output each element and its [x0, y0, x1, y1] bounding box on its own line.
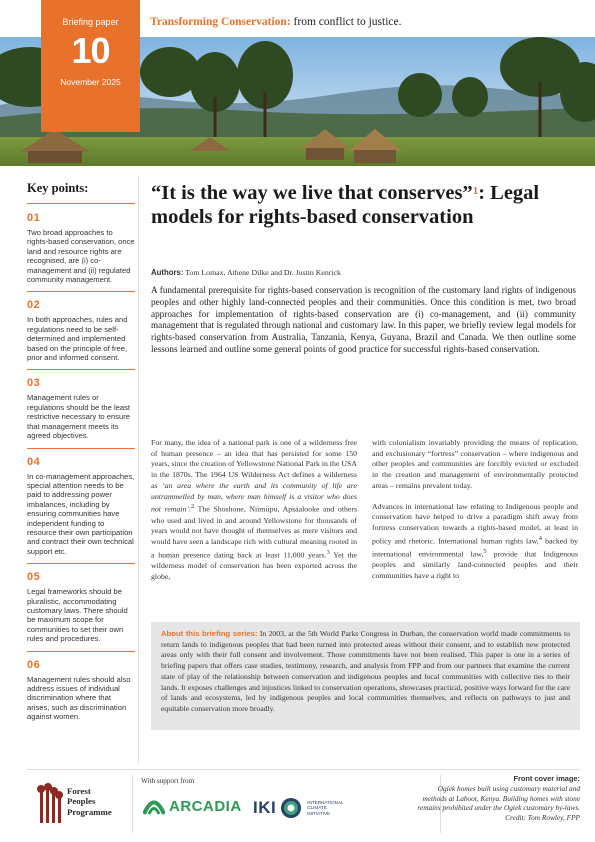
credit-heading: Front cover image: — [513, 774, 580, 783]
fpp-tree-icon — [36, 783, 64, 827]
footnote-marker: 5 — [483, 547, 487, 555]
body-text: provide that Indigenous peoples and similarly land-connected peoples and their communities have a right to — [372, 549, 578, 580]
authors — [151, 268, 341, 277]
footnote-marker: 4 — [538, 534, 543, 542]
fpp-wordmark-line: Forest — [67, 786, 91, 796]
arcadia-logo — [143, 797, 242, 815]
body-paragraph — [372, 502, 578, 582]
key-point-number: 06 — [27, 658, 41, 671]
iki-subtitle — [307, 800, 343, 816]
key-point-text: Legal frameworks should be pluralistic, accommodating customary laws. There should be maximum scope for communities to set their own rules and procedures. — [27, 587, 128, 644]
arcadia-arch-icon — [143, 797, 165, 815]
key-point-text: Management rules or regulations should be the least restrictive necessary to ensure that management meets its agreed objectives. — [27, 393, 131, 441]
arcadia-wordmark: ARCADIA — [169, 797, 242, 815]
key-points-heading: Key points: — [27, 181, 135, 204]
briefing-badge — [41, 0, 140, 132]
key-point-text: Management rules should also address issues of individual discrimination where that arises, such as discrimination against women. — [27, 674, 131, 722]
body-quote: ‘an area where the earth and its community of life are untrammelled by man, where man himself is a visitor who does not remain’. — [151, 480, 357, 514]
title-subtitle: : Legal models for rights-based conservation — [151, 182, 540, 228]
credit-body: Ogiek homes built using customary material and methods at Laboot, Kenya. Building homes with stone remains prohibited under the Ogiek customary by-laws. — [417, 783, 580, 813]
cover-image-credit — [415, 774, 580, 823]
key-point-number: 01 — [27, 212, 41, 224]
body-column-2 — [372, 438, 578, 592]
title-quote: “It is the way we live that conserves” — [151, 182, 473, 204]
iki-subtitle-line: INITIATIVE — [307, 810, 331, 816]
about-series-text: In 2003, at the 5th World Parks Congress in Durban, the conservation world made commitments to return lands to indigenous peoples that had been turned into protected areas without their consent, and to establish new protected areas only with their full consent and involvement. Those commitments have not been realised. This paper is one in a series of briefing papers that offers case studies, testimony, research, and analysis from FPP and from our partners that examine the current state of play of the relationship between conservation and indigenous peoples and local communities with collective ties to their lands. It exposes challenges and injustices linked to conservation operations, showcases practical, positive ways forward for the care of lands and ecosystems, led by indigenous peoples and local communities themselves, and reflects on pathways to just and equitable conservation more broadly. — [161, 629, 570, 713]
page-title — [151, 181, 576, 229]
fpp-logo — [36, 783, 126, 827]
iki-subtitle-line: CLIMATE — [307, 805, 327, 811]
footer-rule — [27, 769, 580, 770]
fpp-wordmark-line: Peoples — [67, 796, 96, 807]
key-point — [27, 571, 135, 651]
body-text: backed by international environmental law, — [372, 536, 578, 559]
iki-wordmark: IKI — [253, 798, 277, 817]
credit-name: Credit: Tom Rowley, FPP — [505, 813, 580, 823]
badge-kicker: Briefing paper — [62, 17, 119, 27]
about-series-box — [151, 622, 580, 730]
iki-globe-icon — [280, 797, 302, 819]
briefing-date: November 2025 — [60, 77, 121, 87]
briefing-number: 10 — [71, 30, 110, 71]
fpp-wordmark-line: Programme — [67, 806, 112, 817]
authors-names: Tom Lomax, Athene Dilke and Dr. Justin Kenrick — [183, 268, 341, 277]
key-point — [27, 377, 135, 448]
body-text: Yet the wilderness model of conservation has been exported across the globe, — [151, 550, 357, 581]
support-label: With support from — [141, 777, 195, 785]
body-paragraph: with colonialism invariably providing the means of replication, and exclusionary “fortress” conservation – where indigenous and other peoples and communities are forcibly evicted or excluded in the creation and management of environmentally protected areas – remains prevalent today. — [372, 438, 578, 490]
about-series-label: About this briefing series: — [161, 629, 258, 638]
key-point-text: In co-management approaches, special attention needs to be paid to addressing power imbalances, including by ensuring communities have independent funding to resource their own participation and contract their own technical support etc. — [27, 471, 135, 556]
series-title-rest: from conflict to justice. — [290, 16, 402, 28]
iki-logo — [253, 797, 344, 819]
key-point — [27, 456, 135, 565]
fpp-wordmark — [67, 786, 112, 817]
abstract: A fundamental prerequisite for rights-based conservation is recognition of the customary land rights of indigenous peoples and other highly land-connected peoples and their communities. Once this condition is met, two broad approaches for implementation of rights-based conservation are (i) co-management, and (ii) community management that is regulated through national and customary law. In this paper, we briefly review legal models for rights-based conservation from Australia, Tanzania, Kenya, Guyana, Brazil and Canada. We then outline some lessons learned and outline some general points of good practice for successful rights-based conservation. — [151, 285, 576, 354]
body-text: The Shoshone, Niimiipu, Apsáalooke and others who used and lived in and around Yellowstone for thousands of years would not have thought of themselves as mere visitors and would have seen a landscape rich with cultural meaning rooted in a human presence dating back at least 11,000 years. — [151, 504, 357, 560]
key-point-text: In both approaches, rules and regulations need to be self-determined and implemented based on the principle of free, prior and informed consent. — [27, 315, 128, 363]
footnote-marker: 3 — [326, 548, 330, 556]
iki-subtitle-line: INTERNATIONAL — [307, 799, 344, 805]
key-point-text: Two broad approaches to rights-based conservation, once land and resource rights are recognised, are (i) co-management and (ii) regulated community management. — [27, 228, 135, 285]
title-footnote-marker: 1 — [472, 185, 479, 197]
body-column-1 — [151, 438, 357, 592]
series-title — [150, 16, 401, 28]
key-points — [27, 181, 135, 736]
key-point — [27, 659, 135, 729]
key-point-number: 05 — [27, 571, 41, 584]
key-point-number: 04 — [27, 455, 41, 468]
key-point-number: 02 — [27, 299, 41, 312]
key-point-number: 03 — [27, 377, 41, 390]
body-text: For many, the idea of a national park is one of a wilderness free of human presence – an idea that has persisted for some 150 years, since the creation of Yellowstone National Park in the USA in the 1870s. The 1964 US Wilderness Act defines a wilderness as — [151, 438, 357, 490]
footer-divider — [132, 775, 133, 833]
footnote-marker: 2 — [190, 503, 195, 511]
column-divider — [138, 176, 139, 763]
authors-label: Authors: — [151, 268, 184, 277]
body-text: Advances in international law relating to Indigenous people and conservation have helped to drive a paradigm shift away from fortress conservation towards a rights-based model, at least in policy and rhetoric. International human rights law, — [372, 501, 578, 546]
key-point — [27, 212, 135, 292]
body-paragraph — [151, 438, 357, 582]
key-point — [27, 299, 135, 370]
series-title-lead: Transforming Conservation: — [150, 16, 291, 28]
